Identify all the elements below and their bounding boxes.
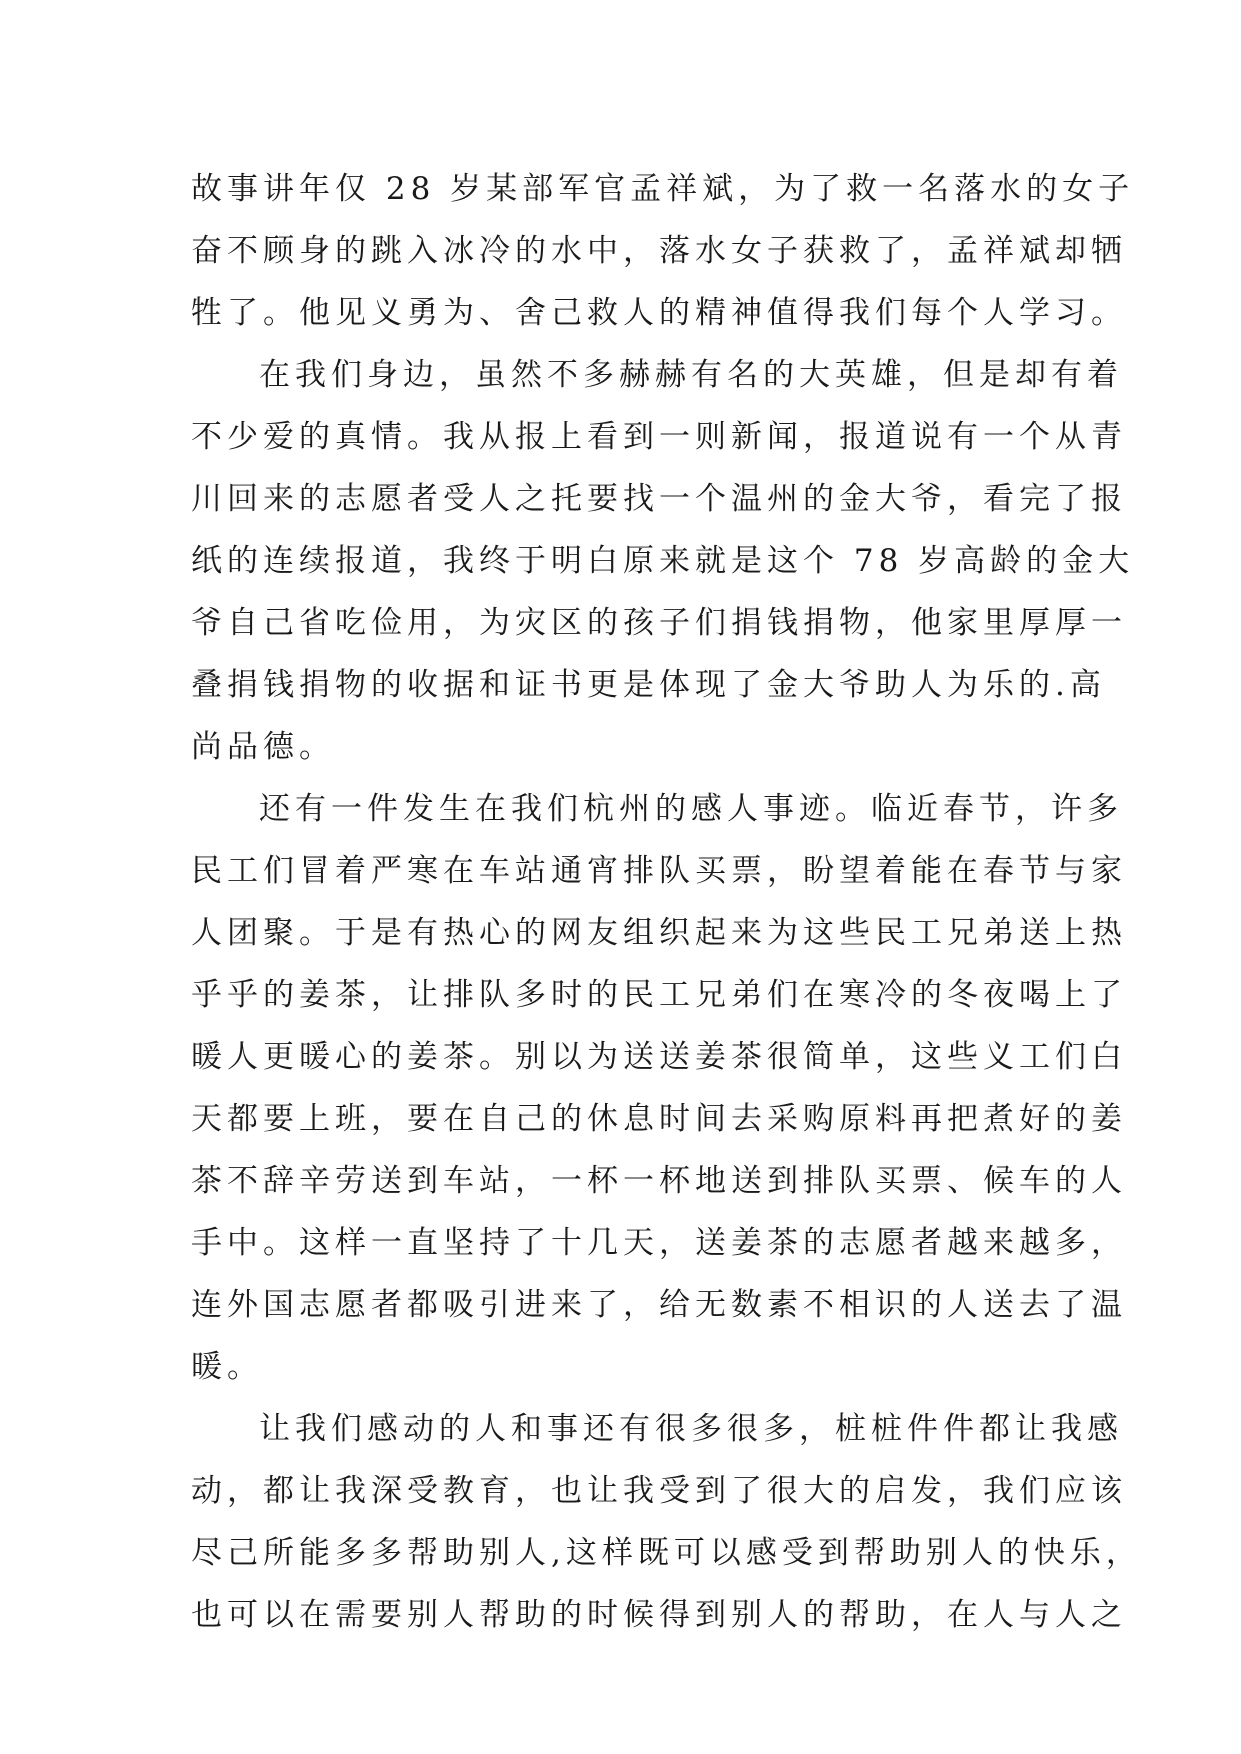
text-line: 奋不顾身的跳入冰冷的水中，落水女子获救了，孟祥斌却牺 [191,233,1127,269]
text-line: 人团聚。于是有热心的网友组织起来为这些民工兄弟送上热 [191,915,1127,951]
text-line: 也可以在需要别人帮助的时候得到别人的帮助，在人与人之 [191,1597,1127,1633]
text-line: 手中。这样一直坚持了十几天，送姜茶的志愿者越来越多， [191,1225,1127,1261]
text-line: 还有一件发生在我们杭州的感人事迹。临近春节，许多 [259,791,1123,827]
paragraph [191,344,1135,778]
text-line: 故事讲年仅 28 岁某部军官孟祥斌，为了救一名落水的女子 [191,171,1135,207]
paragraph [191,778,1127,1398]
text-line: 在我们身边，虽然不多赫赫有名的大英雄，但是却有着 [259,357,1123,393]
text-line: 乎乎的姜茶，让排队多时的民工兄弟们在寒冷的冬夜喝上了 [191,977,1127,1013]
text-line: 民工们冒着严寒在车站通宵排队买票，盼望着能在春节与家 [191,853,1127,889]
text-line: 叠捐钱捐物的收据和证书更是体现了金大爷助人为乐的.高 [191,667,1106,703]
text-line: 爷自己省吃俭用，为灾区的孩子们捐钱捐物，他家里厚厚一 [191,605,1127,641]
paragraph [191,158,1135,344]
document-body [191,158,1142,1646]
text-line: 尽己所能多多帮助别人,这样既可以感受到帮助别人的快乐， [191,1535,1142,1571]
text-line: 尚品德。 [191,729,335,765]
text-line: 不少爱的真情。我从报上看到一则新闻，报道说有一个从青 [191,419,1127,455]
text-line: 纸的连续报道，我终于明白原来就是这个 78 岁高龄的金大 [191,543,1135,579]
paragraph [191,1398,1142,1646]
text-line: 天都要上班，要在自己的休息时间去采购原料再把煮好的姜 [191,1101,1127,1137]
text-line: 川回来的志愿者受人之托要找一个温州的金大爷，看完了报 [191,481,1127,517]
text-line: 茶不辞辛劳送到车站，一杯一杯地送到排队买票、候车的人 [191,1163,1127,1199]
text-line: 让我们感动的人和事还有很多很多，桩桩件件都让我感 [259,1411,1123,1447]
text-line: 动，都让我深受教育，也让我受到了很大的启发，我们应该 [191,1473,1127,1509]
text-line: 暖人更暖心的姜茶。别以为送送姜茶很简单，这些义工们白 [191,1039,1127,1075]
text-line: 牲了。他见义勇为、舍己救人的精神值得我们每个人学习。 [191,295,1127,331]
text-line: 暖。 [191,1349,263,1385]
text-line: 连外国志愿者都吸引进来了，给无数素不相识的人送去了温 [191,1287,1127,1323]
